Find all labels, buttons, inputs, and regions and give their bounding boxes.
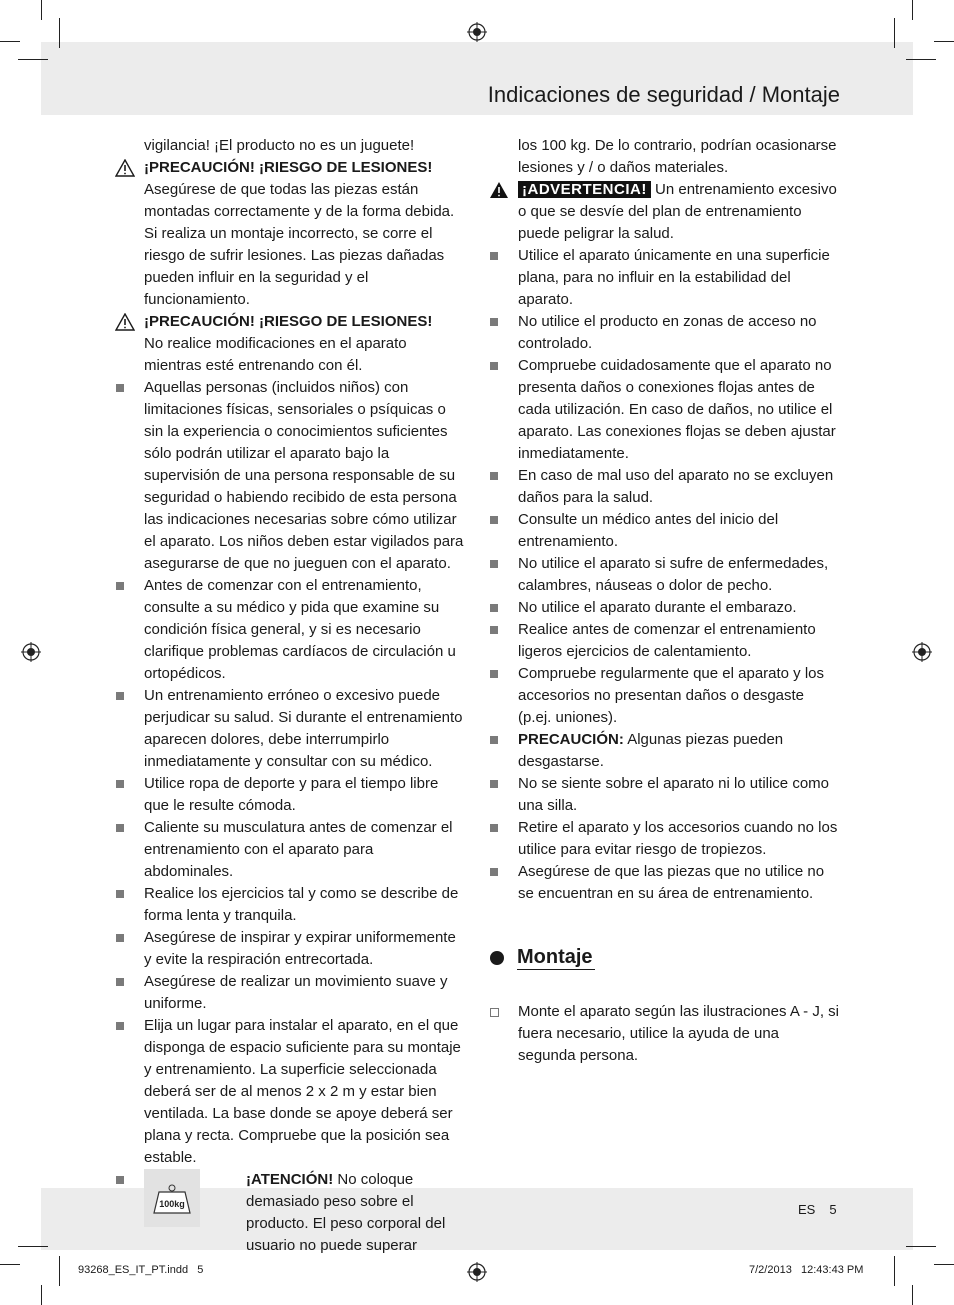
precaution-text: Algunas piezas pueden desgastarse. bbox=[518, 731, 784, 770]
attention-label: ¡ATENCIÓN! bbox=[246, 1171, 334, 1188]
list-item bbox=[115, 971, 465, 1015]
bullet-square-icon bbox=[116, 890, 124, 898]
crop-mark bbox=[894, 1256, 895, 1286]
crop-mark bbox=[912, 1285, 913, 1305]
caution-label: ¡PRECAUCIÓN! ¡RIESGO DE LESIONES! bbox=[144, 313, 433, 330]
caution-block bbox=[115, 311, 465, 377]
list-item-text: Asegúrese de inspirar y expirar uniformemente y evite la respiración entrecortada. bbox=[144, 929, 456, 968]
list-item-text: Utilice el aparato únicamente en una superficie plana, para no influir en la estabilidad del aparato. bbox=[518, 247, 830, 308]
crop-mark bbox=[894, 18, 895, 48]
list-item bbox=[115, 1015, 465, 1169]
bullet-square-icon bbox=[490, 318, 498, 326]
bullet-square-icon bbox=[490, 604, 498, 612]
bullet-square-icon bbox=[490, 252, 498, 260]
checkbox-square-icon bbox=[490, 1008, 499, 1017]
list-item-text: Antes de comenzar con el entrenamiento, consulte a su médico y pida que examine su condición física general, y si es necesario clarifique problemas cardíacos de circulación u ortopédicos. bbox=[144, 577, 456, 682]
crop-mark bbox=[18, 1246, 48, 1247]
bullet-square-icon bbox=[116, 824, 124, 832]
warning-block bbox=[489, 179, 839, 245]
weight-limit-icon bbox=[144, 1169, 200, 1227]
warning-triangle-icon bbox=[115, 157, 139, 184]
list-item bbox=[489, 773, 839, 817]
crop-mark bbox=[906, 1246, 936, 1247]
list-item-text: No utilice el aparato si sufre de enfermedades, calambres, náuseas o dolor de pecho. bbox=[518, 555, 829, 594]
list-item bbox=[489, 861, 839, 905]
attention-item bbox=[115, 1169, 465, 1257]
bullet-square-icon bbox=[490, 736, 498, 744]
crop-mark bbox=[18, 59, 48, 60]
list-item-text: Asegúrese de que las piezas que no utilice no se encuentran en su área de entrenamiento. bbox=[518, 863, 825, 902]
bullet-square-icon bbox=[490, 560, 498, 568]
intro-text bbox=[115, 135, 465, 157]
list-item bbox=[489, 553, 839, 597]
crop-mark bbox=[59, 1256, 60, 1286]
list-item-text: Realice antes de comenzar el entrenamiento ligeros ejercicios de calentamiento. bbox=[518, 621, 816, 660]
crop-mark bbox=[59, 18, 60, 48]
continuation-line: los 100 kg. De lo contrario, podrían ocasionarse lesiones y / o daños materiales. bbox=[518, 137, 837, 176]
assembly-step bbox=[489, 1001, 839, 1067]
page-number: 5 bbox=[829, 1202, 837, 1217]
continuation-text bbox=[489, 135, 839, 179]
bullet-square-icon bbox=[116, 692, 124, 700]
list-item-text: Realice los ejercicios tal y como se describe de forma lenta y tranquila. bbox=[144, 885, 459, 924]
list-item-text: No utilice el aparato durante el embarazo. bbox=[518, 599, 797, 616]
section-heading-montaje bbox=[489, 945, 839, 971]
list-item bbox=[115, 773, 465, 817]
list-item-text: Compruebe cuidadosamente que el aparato no presenta daños o conexiones flojas antes de cada utilización. En caso de daños, no utilice el aparato. Las conexiones flojas se deben ajustar inmediatamente. bbox=[518, 357, 836, 462]
list-item-text: Asegúrese de realizar un movimiento suave y uniforme. bbox=[144, 973, 448, 1012]
list-item bbox=[489, 465, 839, 509]
list-item-text: Un entrenamiento erróneo o excesivo puede perjudicar su salud. Si durante el entrenamiento aparecen dolores, debe interrumpirlo inmediatamente y consultar con su médico. bbox=[144, 687, 463, 770]
bullet-square-icon bbox=[116, 1022, 124, 1030]
section-bullet-icon bbox=[490, 951, 504, 965]
list-item bbox=[489, 355, 839, 465]
attention-text: No coloque demasiado peso sobre el producto. El peso corporal del usuario no puede superar bbox=[246, 1171, 446, 1254]
list-item-text: No se siente sobre el aparato ni lo utilice como una silla. bbox=[518, 775, 830, 814]
list-item-text: Aquellas personas (incluidos niños) con limitaciones físicas, sensoriales o psíquicas o sin la experiencia o conocimientos suficientes sólo podrán utilizar el aparato bajo la supervisión de una persona responsable de su seguridad o habiendo recibido de esta persona las indicaciones necesarias sobre cómo utilizar el aparato. Los niños deben estar vigilados para asegurarse de que no jueguen con el aparato. bbox=[144, 379, 464, 572]
bullet-square-icon bbox=[116, 384, 124, 392]
list-item-text: Caliente su musculatura antes de comenzar el entrenamiento con el aparato para abdominales. bbox=[144, 819, 453, 880]
crop-mark bbox=[934, 1264, 954, 1265]
left-column bbox=[115, 135, 465, 1257]
bullet-square-icon bbox=[116, 978, 124, 986]
list-item bbox=[115, 575, 465, 685]
crop-mark bbox=[906, 59, 936, 60]
bullet-square-icon bbox=[116, 1176, 124, 1184]
list-item bbox=[115, 927, 465, 971]
crop-mark bbox=[41, 0, 42, 20]
weight-limit-label: 100kg bbox=[159, 1199, 185, 1209]
warning-badge: ¡ADVERTENCIA! bbox=[518, 181, 651, 198]
list-item-text: Consulte un médico antes del inicio del entrenamiento. bbox=[518, 511, 779, 550]
assembly-step-text: Monte el aparato según las ilustraciones A - J, si fuera necesario, utilice la ayuda de una segunda persona. bbox=[518, 1003, 840, 1064]
warning-triangle-icon bbox=[489, 179, 513, 206]
list-item bbox=[115, 883, 465, 927]
registration-mark-icon bbox=[21, 642, 41, 662]
registration-mark-icon bbox=[467, 1262, 487, 1282]
bullet-square-icon bbox=[490, 362, 498, 370]
crop-mark bbox=[0, 1264, 20, 1265]
page-title: Indicaciones de seguridad / Montaje bbox=[487, 82, 840, 107]
bullet-square-icon bbox=[490, 516, 498, 524]
slug-filename: 93268_ES_IT_PT.indd 5 bbox=[78, 1264, 204, 1276]
registration-mark-icon bbox=[467, 22, 487, 42]
list-item bbox=[489, 597, 839, 619]
page-footer bbox=[798, 1202, 837, 1217]
list-item-text: En caso de mal uso del aparato no se excluyen daños para la salud. bbox=[518, 467, 834, 506]
list-item bbox=[489, 817, 839, 861]
caution-text: No realice modificaciones en el aparato mientras esté entrenando con él. bbox=[144, 335, 407, 374]
precaution-label: PRECAUCIÓN: bbox=[518, 731, 624, 748]
list-item-text: No utilice el producto en zonas de acceso no controlado. bbox=[518, 313, 817, 352]
crop-mark bbox=[41, 1285, 42, 1305]
right-column bbox=[489, 135, 839, 1067]
list-item bbox=[115, 685, 465, 773]
bullet-square-icon bbox=[116, 780, 124, 788]
bullet-square-icon bbox=[490, 780, 498, 788]
list-item bbox=[489, 311, 839, 355]
caution-text: Asegúrese de que todas las piezas están montadas correctamente y de la forma debida. Si realiza un montaje incorrecto, se corre el riesgo de sufrir lesiones. Las piezas dañadas pueden influir en la seguridad y el funcionamiento. bbox=[144, 181, 455, 308]
bullet-square-icon bbox=[490, 626, 498, 634]
list-item-text: Retire el aparato y los accesorios cuando no los utilice para evitar riesgo de tropiezos. bbox=[518, 819, 838, 858]
bullet-square-icon bbox=[490, 824, 498, 832]
list-item-text: Compruebe regularmente que el aparato y los accesorios no presentan daños o desgaste (p.ej. uniones). bbox=[518, 665, 825, 726]
bullet-square-icon bbox=[490, 868, 498, 876]
list-item bbox=[489, 619, 839, 663]
crop-mark bbox=[912, 0, 913, 20]
intro-line: vigilancia! ¡El producto no es un juguete! bbox=[144, 137, 415, 154]
precaution-item bbox=[489, 729, 839, 773]
list-item bbox=[489, 245, 839, 311]
list-item-text: Utilice ropa de deporte y para el tiempo libre que le resulte cómoda. bbox=[144, 775, 439, 814]
warning-text: Un entrenamiento excesivo o que se desvíe del plan de entrenamiento puede peligrar la salud. bbox=[518, 181, 837, 242]
crop-mark bbox=[934, 41, 954, 42]
bullet-square-icon bbox=[490, 670, 498, 678]
list-item bbox=[489, 509, 839, 553]
bullet-square-icon bbox=[116, 582, 124, 590]
warning-triangle-icon bbox=[115, 311, 139, 338]
list-item bbox=[115, 377, 465, 575]
slug-date: 7/2/2013 12:43:43 PM bbox=[749, 1264, 864, 1276]
language-code: ES bbox=[798, 1202, 816, 1217]
section-title: Montaje bbox=[517, 946, 593, 968]
caution-label: ¡PRECAUCIÓN! ¡RIESGO DE LESIONES! bbox=[144, 159, 433, 176]
crop-mark bbox=[0, 41, 20, 42]
registration-mark-icon bbox=[912, 642, 932, 662]
bullet-square-icon bbox=[490, 472, 498, 480]
list-item-text: Elija un lugar para instalar el aparato, en el que disponga de espacio suficiente para su montaje y entrenamiento. La superficie seleccionada deberá ser de al menos 2 x 2 m y estar bien ventilada. La base donde se apoye deberá ser plana y recta. Compruebe que la posición sea estable. bbox=[144, 1017, 461, 1166]
caution-block bbox=[115, 157, 465, 311]
list-item bbox=[115, 817, 465, 883]
list-item bbox=[489, 663, 839, 729]
bullet-square-icon bbox=[116, 934, 124, 942]
